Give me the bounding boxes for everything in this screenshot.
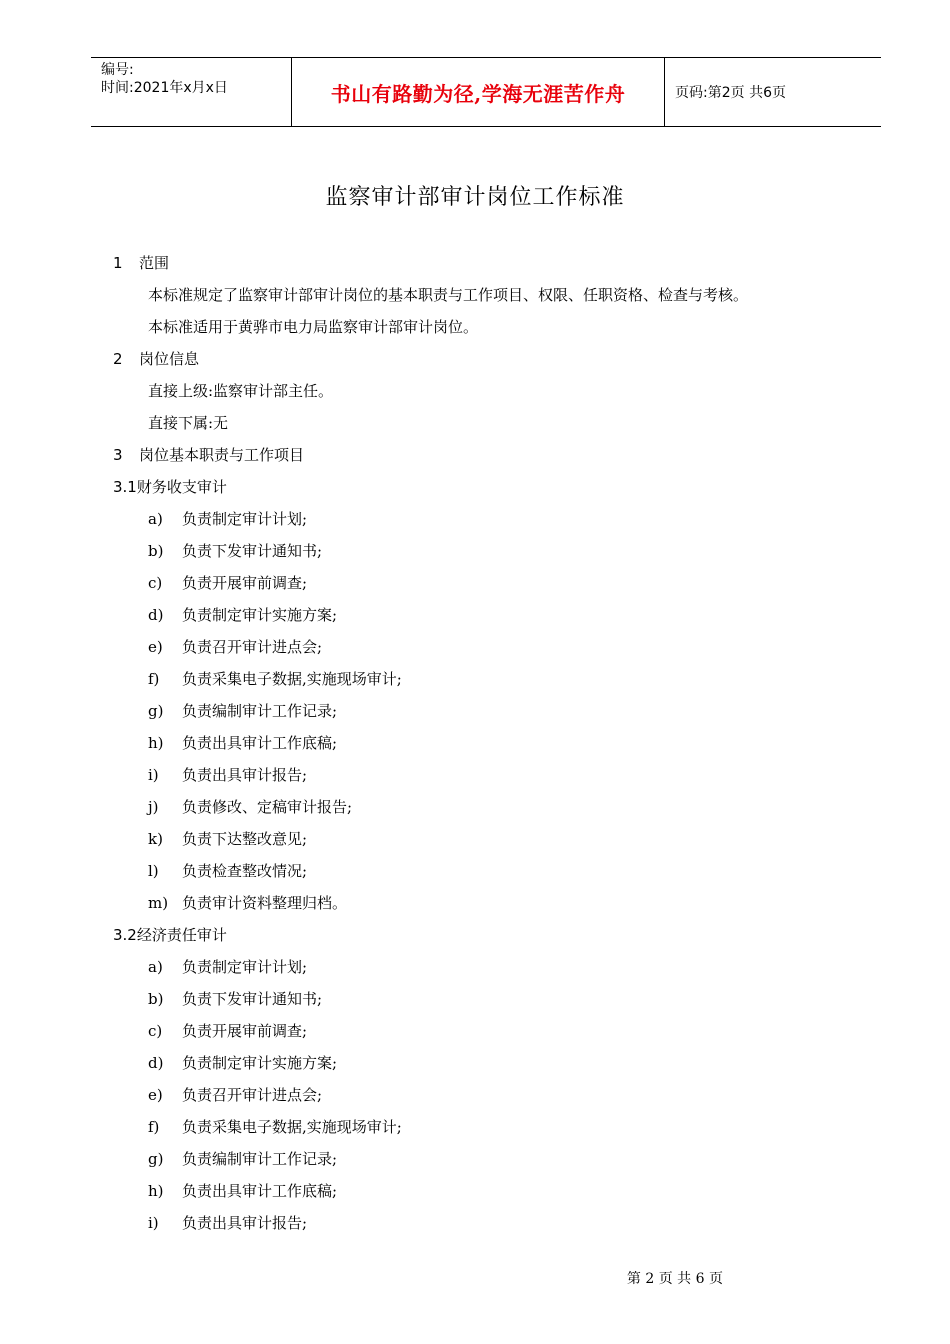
list-marker: i) [148, 766, 159, 784]
list-item [148, 1084, 322, 1105]
list-text: 负责出具审计报告; [182, 766, 308, 784]
list-item [148, 572, 307, 593]
list-marker: a) [148, 510, 163, 528]
list-marker: l) [148, 862, 159, 880]
list-marker: m) [148, 894, 169, 912]
list-marker: d) [148, 1054, 164, 1072]
list-marker: c) [148, 1022, 163, 1040]
list-item [148, 700, 337, 721]
list-text: 负责采集电子数据,实施现场审计; [182, 1118, 402, 1136]
list-text: 负责开展审前调查; [182, 1022, 308, 1040]
page-footer: 第 2 页 共 6 页 [626, 1271, 723, 1287]
list-text: 负责下发审计通知书; [182, 990, 323, 1008]
document-title: 监察审计部审计岗位工作标准 [325, 185, 625, 210]
list-marker: h) [148, 734, 164, 752]
list-item [148, 1020, 307, 1041]
list-text: 负责修改、定稿审计报告; [182, 798, 353, 816]
list-marker: b) [148, 542, 164, 560]
list-item [148, 636, 322, 657]
list-item [148, 668, 402, 689]
list-marker: g) [148, 702, 164, 720]
list-text: 负责出具审计工作底稿; [182, 734, 338, 752]
section-number: 1 [113, 254, 123, 272]
list-text: 负责制定审计实施方案; [182, 606, 338, 624]
page-label: 页码:第2页 共6页 [675, 85, 786, 101]
subsection-heading: 3.2经济责任审计 [113, 926, 227, 944]
section-title: 岗位信息 [139, 350, 200, 368]
section-heading [113, 444, 304, 465]
section-heading [113, 348, 199, 369]
list-marker: f) [148, 1118, 160, 1136]
list-item [148, 540, 322, 561]
code-label: 编号: [101, 62, 134, 78]
section-number: 3 [113, 446, 123, 464]
list-text: 负责开展审前调查; [182, 574, 308, 592]
paragraph: 本标准适用于黄骅市电力局监察审计部审计岗位。 [148, 318, 479, 336]
subsection-heading: 3.1财务收支审计 [113, 478, 227, 496]
paragraph: 直接下属:无 [148, 414, 229, 432]
list-text: 负责出具审计报告; [182, 1214, 308, 1232]
list-marker: e) [148, 638, 163, 656]
list-item [148, 1180, 337, 1201]
section-heading [113, 252, 169, 273]
list-item [148, 956, 307, 977]
list-item [148, 732, 337, 753]
paragraph: 本标准规定了监察审计部审计岗位的基本职责与工作项目、权限、任职资格、检查与考核。 [148, 286, 749, 304]
section-title: 岗位基本职责与工作项目 [139, 446, 305, 464]
time-label: 时间:2021年x月x日 [101, 80, 228, 96]
list-marker: a) [148, 958, 163, 976]
header-motto-cell [292, 58, 665, 126]
list-item [148, 1148, 337, 1169]
list-marker: h) [148, 1182, 164, 1200]
list-item [148, 828, 307, 849]
section-title: 范围 [139, 254, 170, 272]
paragraph: 直接上级:监察审计部主任。 [148, 382, 334, 400]
list-marker: e) [148, 1086, 163, 1104]
list-text: 负责下达整改意见; [182, 830, 308, 848]
section-number: 2 [113, 350, 123, 368]
list-item [148, 796, 352, 817]
list-text: 负责编制审计工作记录; [182, 1150, 338, 1168]
list-marker: k) [148, 830, 163, 848]
list-text: 负责制定审计实施方案; [182, 1054, 338, 1072]
header-meta-cell [91, 58, 292, 126]
list-text: 负责制定审计计划; [182, 510, 308, 528]
motto: 书山有路勤为径,学海无涯苦作舟 [330, 81, 626, 106]
list-text: 负责召开审计进点会; [182, 638, 323, 656]
list-text: 负责检查整改情况; [182, 862, 308, 880]
list-marker: c) [148, 574, 163, 592]
list-marker: g) [148, 1150, 164, 1168]
list-marker: i) [148, 1214, 159, 1232]
list-item [148, 1052, 337, 1073]
list-item [148, 1116, 402, 1137]
list-text: 负责下发审计通知书; [182, 542, 323, 560]
list-marker: j) [148, 798, 159, 816]
list-marker: f) [148, 670, 160, 688]
list-item [148, 860, 307, 881]
list-item [148, 764, 307, 785]
list-item [148, 988, 322, 1009]
list-item [148, 1212, 307, 1233]
list-item [148, 892, 347, 913]
list-item [148, 604, 337, 625]
list-marker: b) [148, 990, 164, 1008]
header-page-cell [665, 58, 881, 126]
list-text: 负责审计资料整理归档。 [182, 894, 348, 912]
list-text: 负责召开审计进点会; [182, 1086, 323, 1104]
list-text: 负责编制审计工作记录; [182, 702, 338, 720]
list-text: 负责出具审计工作底稿; [182, 1182, 338, 1200]
document-header [91, 57, 881, 127]
list-text: 负责制定审计计划; [182, 958, 308, 976]
list-item [148, 508, 307, 529]
list-text: 负责采集电子数据,实施现场审计; [182, 670, 402, 688]
list-marker: d) [148, 606, 164, 624]
